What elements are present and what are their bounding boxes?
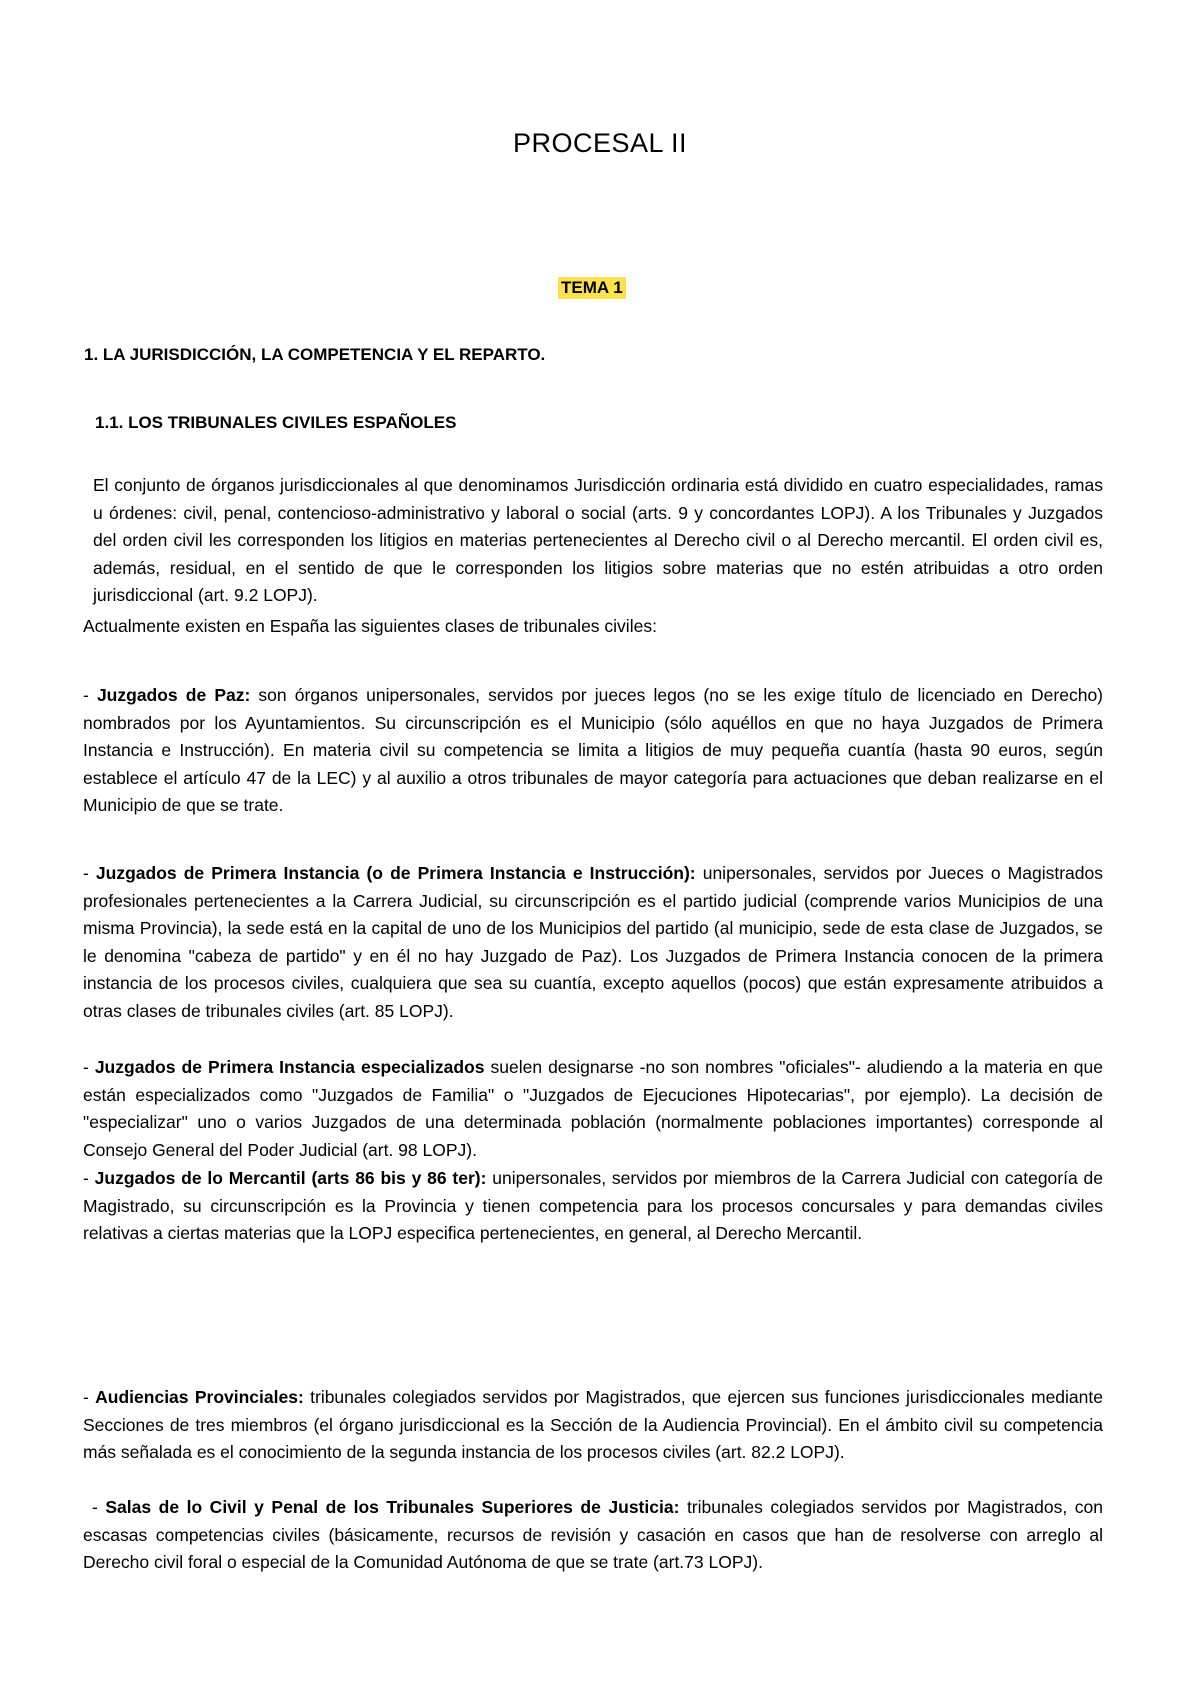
- term-label: Salas de lo Civil y Penal de los Tribunales Superiores de Justicia:: [105, 1497, 680, 1517]
- list-dash: -: [83, 1168, 95, 1188]
- term-description: unipersonales, servidos por miembros de la Carrera Judicial con categoría de Magistrado, su circunscripción es la Provincia y tienen competencia para los procesos concursales y para demandas civiles relativas a ciertas materias que la LOPJ especifica pertenecientes, en general, al Derecho Mercantil.: [83, 1168, 1103, 1243]
- term-label: Audiencias Provinciales:: [95, 1387, 304, 1407]
- list-dash: -: [83, 863, 96, 883]
- document-title: PROCESAL II: [512, 128, 688, 158]
- term-label: Juzgados de Primera Instancia (o de Primera Instancia e Instrucción):: [95, 863, 696, 883]
- juzgados-primera-instancia-paragraph: [83, 860, 1103, 1025]
- list-dash: -: [83, 1057, 95, 1077]
- juzgados-especializados-paragraph: [83, 1054, 1103, 1164]
- list-dash: -: [83, 685, 97, 705]
- list-dash: -: [83, 1387, 96, 1407]
- subsection-heading: 1.1. LOS TRIBUNALES CIVILES ESPAÑOLES: [95, 413, 457, 432]
- salas-civil-penal-paragraph: [83, 1494, 1103, 1577]
- term-description: son órganos unipersonales, servidos por jueces legos (no se les exige título de licenciado en Derecho) nombrados por los Ayuntamientos. Su circunscripción es el Municipio (sólo aquéllos en que no haya Juzgados de Primera Instancia e Instrucción). En materia civil su competencia se limita a litigios de muy pequeña cuantía (hasta 90 euros, según establece el artículo 47 de la LEC) y al auxilio a otros tribunales de mayor categoría para actuaciones que deban realizarse en el Municipio de que se trate.: [83, 685, 1103, 815]
- term-description: suelen designarse -no son nombres "oficiales"- aludiendo a la materia en que están especializados como "Juzgados de Familia" o "Juzgados de Ejecuciones Hipotecarias", por ejemplo). La decisión de "especializar" uno o varios Juzgados de una determinada población (normalmente poblaciones importantes) corresponde al Consejo General del Poder Judicial (art. 98 LOPJ).: [83, 1057, 1103, 1160]
- list-dash: -: [92, 1497, 106, 1517]
- audiencias-provinciales-paragraph: [83, 1384, 1103, 1467]
- term-label: Juzgados de lo Mercantil (arts 86 bis y 86 ter):: [94, 1168, 487, 1188]
- term-description: unipersonales, servidos por Jueces o Magistrados profesionales pertenecientes a la Carrera Judicial, su circunscripción es el partido judicial (comprende varios Municipios de una misma Provincia), la sede está en la capital de uno de los Municipios del partido (al municipio, sede de esta clase de Juzgados, se le denomina "cabeza de partido" y en él no hay Juzgado de Paz). Los Juzgados de Primera Instancia conocen de la primera instancia de los procesos civiles, cualquiera que sea su cuantía, excepto aquellos (pocos) que están expresamente atribuidos a otras clases de tribunales civiles (art. 85 LOPJ).: [83, 863, 1103, 1021]
- tema-label: TEMA 1: [558, 277, 626, 299]
- actualmente-paragraph: Actualmente existen en España las siguientes clases de tribunales civiles:: [83, 616, 657, 636]
- juzgados-mercantil-paragraph: [83, 1165, 1103, 1248]
- term-label: Juzgados de Primera Instancia especializados: [94, 1057, 485, 1077]
- section-heading: 1. LA JURISDICCIÓN, LA COMPETENCIA Y EL REPARTO.: [84, 345, 546, 364]
- intro-paragraph: El conjunto de órganos jurisdiccionales al que denominamos Jurisdicción ordinaria está dividido en cuatro especialidades, ramas u órdenes: civil, penal, contencioso-administrativo y laboral o social (arts. 9 y concordantes LOPJ). A los Tribunales y Juzgados del orden civil les corresponden los litigios en materias pertenecientes al Derecho civil o al Derecho mercantil. El orden civil es, además, residual, en el sentido de que le corresponden los litigios sobre materias que no estén atribuidas a otro orden jurisdiccional (art. 9.2 LOPJ).: [93, 475, 1103, 605]
- term-description: tribunales colegiados servidos por Magistrados, con escasas competencias civiles (básicamente, recursos de revisión y casación en casos que han de resolverse con arreglo al Derecho civil foral o especial de la Comunidad Autónoma de que se trate (art.73 LOPJ).: [83, 1497, 1104, 1572]
- term-label: Juzgados de Paz:: [96, 685, 251, 705]
- term-description: tribunales colegiados servidos por Magistrados, que ejercen sus funciones jurisdiccionales mediante Secciones de tres miembros (el órgano jurisdiccional es la Sección de la Audiencia Provincial). En el ámbito civil su competencia más señalada es el conocimiento de la segunda instancia de los procesos civiles (art. 82.2 LOPJ).: [83, 1387, 1103, 1462]
- juzgados-paz-paragraph: [83, 682, 1103, 820]
